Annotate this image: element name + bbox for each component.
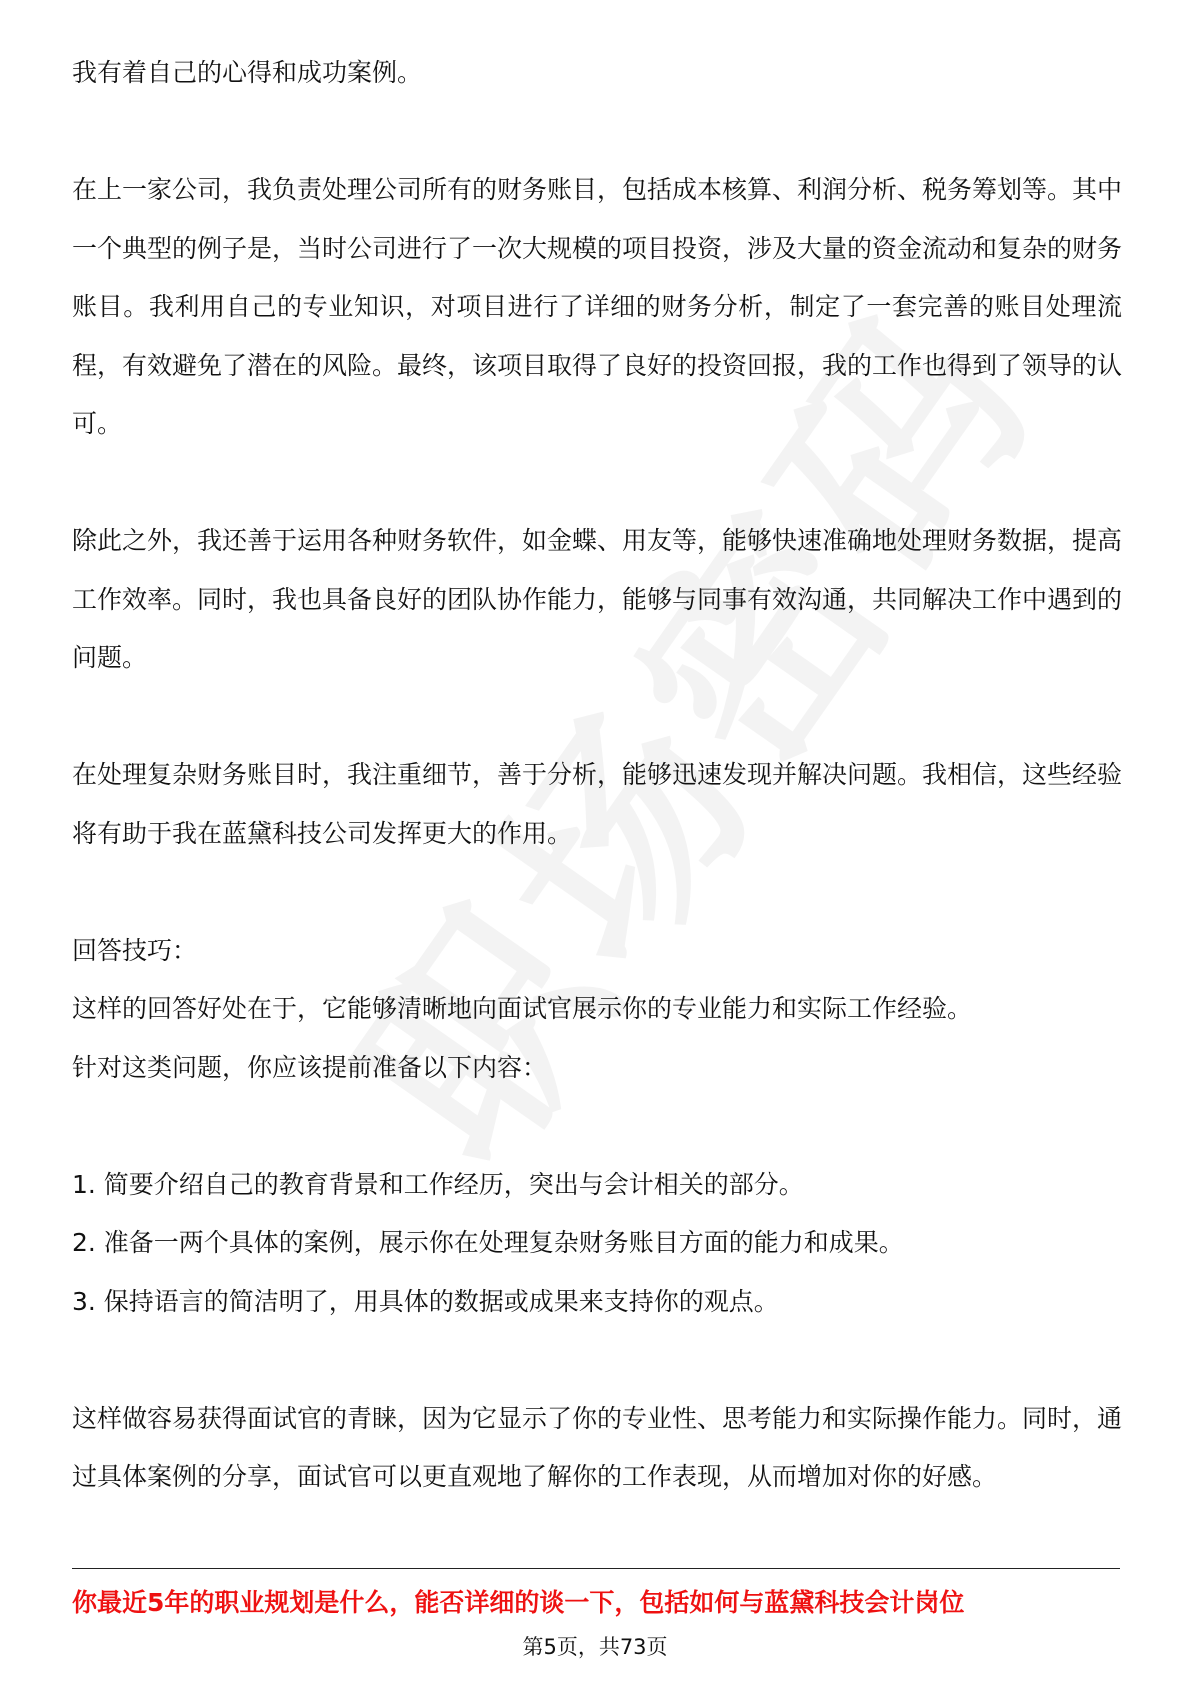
paragraph-gap [72,103,1122,162]
paragraph-detail-focus: 在处理复杂财务账目时，我注重细节，善于分析，能够迅速发现并解决问题。我相信，这些经验将有助于我在蓝黛科技公司发挥更大的作用。 [72,760,1123,848]
paragraph-case-example: 在上一家公司，我负责处理公司所有的财务账目，包括成本核算、利润分析、税务筹划等。其中一个典型的例子是，当时公司进行了一次大规模的项目投资，涉及大量的资金流动和复杂的财务账目。我利用自己的专业知识，对项目进行了详细的财务分析，制定了一套完善的账目处理流程，有效避免了潜在的风险。最终，该项目取得了良好的投资回报，我的工作也得到了领导的认可。 [72,175,1123,438]
tips-heading: 回答技巧： [72,935,198,965]
list-item: 1. 简要介绍自己的教育背景和工作经历，突出与会计相关的部分。 [72,1169,804,1199]
paragraph-conclusion: 这样做容易获得面试官的青睐，因为它显示了你的专业性、思考能力和实际操作能力。同时，通过具体案例的分享，面试官可以更直观地了解你的工作表现，从而增加对你的好感。 [72,1403,1123,1491]
section-divider [72,1568,1120,1569]
document-body [72,44,1122,1507]
paragraph-software-skills: 除此之外，我还善于运用各种财务软件，如金蝶、用友等，能够快速准确地处理财务数据，提高工作效率。同时，我也具备良好的团队协作能力，能够与同事有效沟通，共同解决工作中遇到的问题。 [72,526,1123,672]
next-question-heading: 你最近5年的职业规划是什么，能否详细的谈一下，包括如何与蓝黛科技会计岗位 [72,1588,965,1617]
tips-prepare: 针对这类问题，你应该提前准备以下内容： [72,1052,548,1082]
paragraph-gap [72,1331,1122,1390]
page-number: 第5页，共73页 [522,1635,668,1659]
paragraph-gap [72,688,1122,747]
list-item: 2. 准备一两个具体的案例，展示你在处理复杂财务账目方面的能力和成果。 [72,1228,904,1257]
list-item: 3. 保持语言的简洁明了，用具体的数据或成果来支持你的观点。 [72,1286,779,1316]
paragraph-gap [72,1097,1122,1156]
paragraph-gap [72,454,1122,513]
paragraph-intro: 我有着自己的心得和成功案例。 [72,58,423,87]
tips-intro: 这样的回答好处在于，它能够清晰地向面试官展示你的专业能力和实际工作经验。 [72,994,973,1023]
paragraph-gap [72,863,1122,922]
